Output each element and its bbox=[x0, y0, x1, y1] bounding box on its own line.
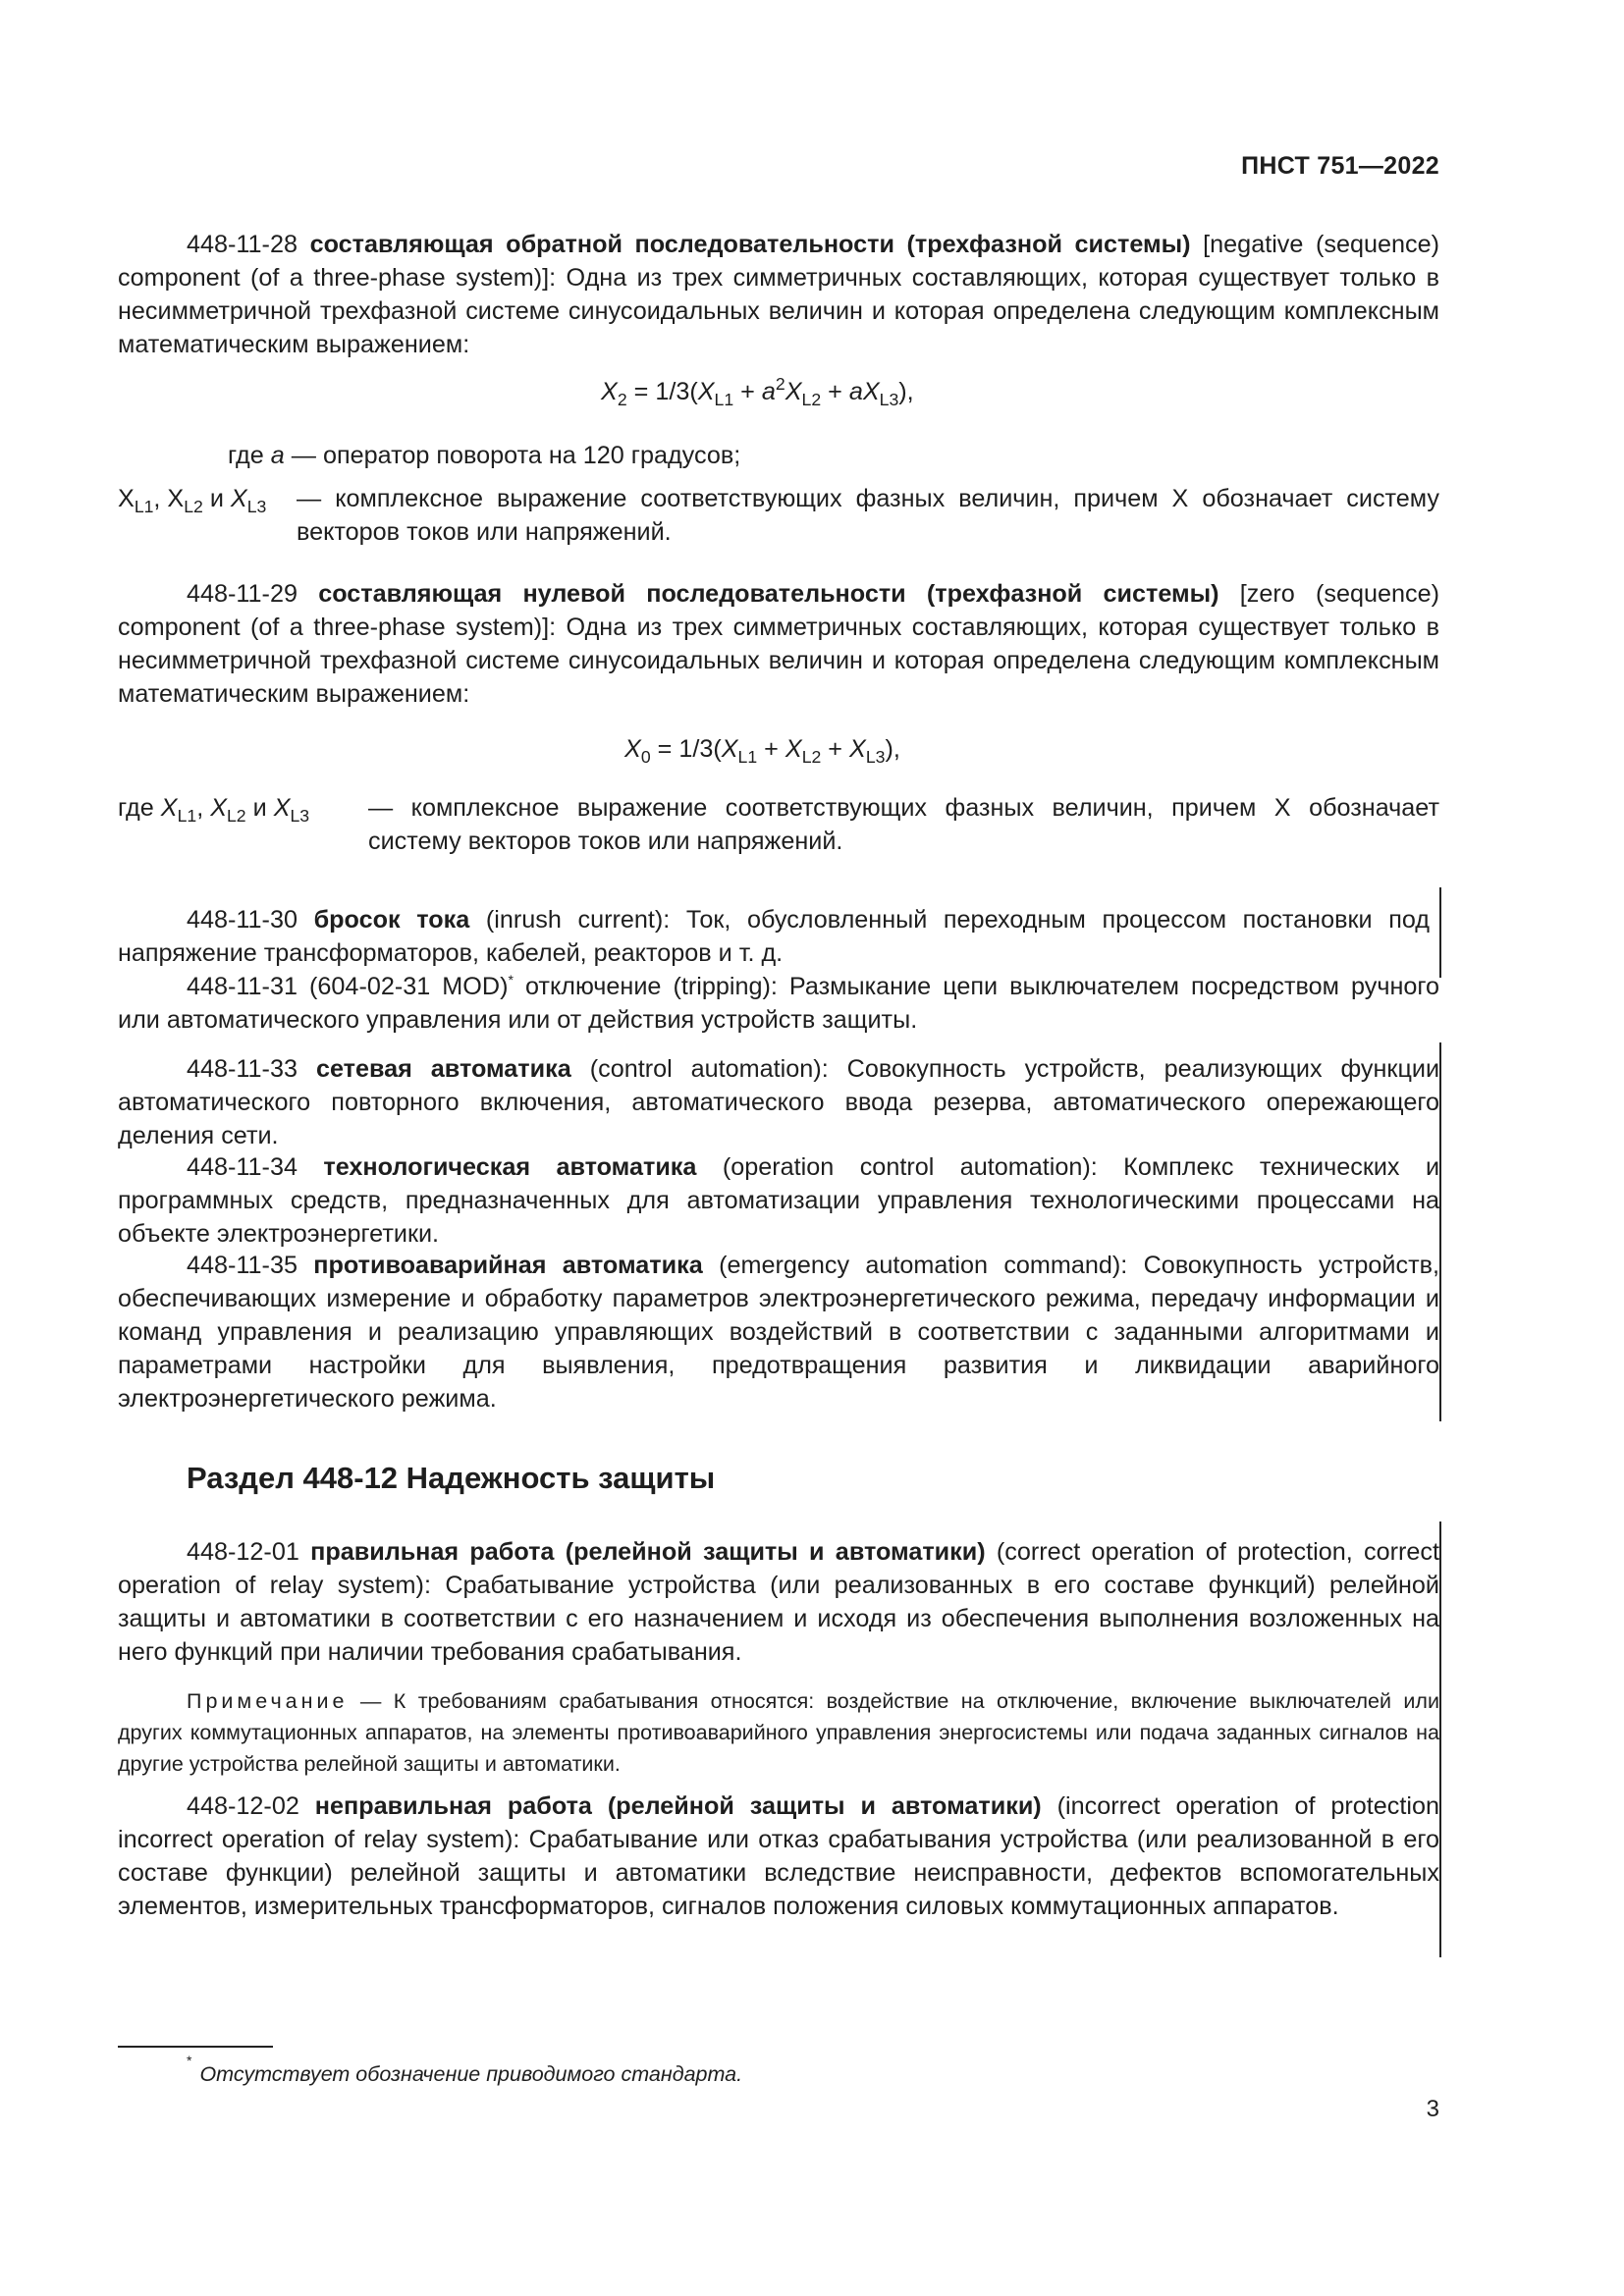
term-definition: : Одна из трех симметричных составляющих, которая существует только в несимметричной трехфазной системе синусоидальных величин и которая определена следующим комплексным математическим выражением: bbox=[118, 264, 1440, 358]
term-english: (correct operation of protection, correct operation of relay system) bbox=[118, 1538, 1440, 1599]
section-heading: Раздел 448-12 Надежность защиты bbox=[187, 1461, 716, 1495]
term-definition: : Ток, обусловленный переходным процессом постановки под напряжение трансформаторов, кабелей, реакторов и т. д. bbox=[118, 906, 1430, 967]
term-definition: : Одна из трех симметричных составляющих, которая существует только в несимметричной трехфазной системе синусоидальных величин и которая определена следующим комплексным математическим выражением: bbox=[118, 614, 1440, 708]
term-english: (emergency automation command) bbox=[719, 1252, 1121, 1279]
term-entry-448-11-31 bbox=[118, 970, 1439, 1037]
term-english: (inrush current) bbox=[485, 906, 664, 934]
term-number: 448-11-30 bbox=[187, 906, 298, 934]
term-title: составляющая нулевой последовательности (трехфазной системы) bbox=[318, 580, 1219, 608]
where-x-symbols-2: где $X_{L1}$, $X_{L2}$ и $X_{L3}$ bbox=[118, 794, 310, 826]
term-definition: : Совокупность устройств, обеспечивающих измерение и обработку параметров электроэнергетического режима, передачу информации и команд управления и реализацию управляющих воздействий в соответствии с заданными алгоритмами и параметрами настройки для выявления, предотвращения развития и ликвидации аварийного электроэнергетического режима. bbox=[118, 1252, 1439, 1413]
term-number: 448-12-02 bbox=[187, 1792, 299, 1820]
footnote bbox=[187, 2053, 743, 2087]
term-definition: : Размыкание цепи выключателем посредством ручного или автоматического управления или от действия устройств защиты. bbox=[118, 973, 1440, 1034]
term-reference: (604-02-31 MOD) bbox=[309, 973, 509, 1000]
where-x-definition: — комплексное выражение соответствующих фазных величин, причем X обозначает систему векторов токов или напряжений. bbox=[297, 485, 1439, 546]
term-entry-448-11-30 bbox=[118, 903, 1430, 970]
note-label: Примечание bbox=[187, 1689, 349, 1713]
term-definition: : Комплекс технических и программных средств, предназначенных для автоматизации управления технологическими процессами на объекте электроэнергетики. bbox=[118, 1153, 1440, 1248]
term-title: технологическая автоматика bbox=[323, 1153, 697, 1181]
formula-negative-sequence: $X_2 = 1/3(X_{L1} + a^2X_{L2} + aX_{L3})$, bbox=[601, 374, 914, 409]
term-title: отключение bbox=[524, 973, 662, 1000]
term-title: неправильная работа (релейной защиты и автоматики) bbox=[314, 1792, 1042, 1820]
change-bar bbox=[1439, 1042, 1441, 1421]
term-number: 448-11-34 bbox=[187, 1153, 298, 1181]
term-english: [negative (sequence) component (of a three-phase system)] bbox=[118, 231, 1439, 292]
page-number: 3 bbox=[1426, 2096, 1439, 2122]
note bbox=[118, 1685, 1439, 1780]
term-english: (tripping) bbox=[673, 973, 771, 1000]
term-english: [zero (sequence) component (of a three-phase system)] bbox=[118, 580, 1439, 641]
term-entry-448-11-28 bbox=[118, 228, 1439, 361]
term-definition: : Совокупность устройств, реализующих функции автоматического повторного включения, автоматического ввода резерва, автоматического опережающего деления сети. bbox=[118, 1055, 1440, 1149]
term-entry-448-12-02 bbox=[118, 1789, 1439, 1923]
where-x-definition-2: — комплексное выражение соответствующих фазных величин, причем X обозначает систему векторов токов или напряжений. bbox=[368, 794, 1439, 855]
term-english: (incorrect operation of protection incorrect operation of relay system) bbox=[118, 1792, 1439, 1853]
footnote-rule bbox=[118, 2046, 273, 2048]
term-entry-448-11-29 bbox=[118, 577, 1439, 711]
document-code: ПНСТ 751—2022 bbox=[1241, 152, 1439, 180]
term-number: 448-11-33 bbox=[187, 1055, 298, 1083]
footnote-mark: * bbox=[187, 2053, 192, 2068]
term-entry-448-11-34 bbox=[118, 1150, 1439, 1251]
term-title: правильная работа (релейной защиты и автоматики) bbox=[310, 1538, 986, 1566]
footnote-mark: * bbox=[508, 972, 514, 988]
change-bar bbox=[1439, 887, 1441, 978]
formula-zero-sequence: $X_0 = 1/3(X_{L1} + X_{L2} + X_{L3})$, bbox=[624, 735, 900, 767]
term-title: бросок тока bbox=[313, 906, 470, 934]
change-bar bbox=[1439, 1522, 1441, 1957]
where-x-symbols: $X_{L1}$, $X_{L2}$ и $X_{L3}$ bbox=[118, 485, 267, 516]
term-number: 448-11-31 bbox=[187, 973, 298, 1000]
term-title: противоаварийная автоматика bbox=[313, 1252, 703, 1279]
term-entry-448-12-01 bbox=[118, 1535, 1439, 1669]
where-a-operator: где a — оператор поворота на 120 градусов; bbox=[228, 442, 741, 469]
term-english: (operation control automation) bbox=[722, 1153, 1091, 1181]
term-definition: : Срабатывание устройства (или реализованных в его составе функций) релейной защиты и автоматики в соответствии с его назначением и исходя из обеспечения выполнения возложенных на него функций при наличии требования срабатывания. bbox=[118, 1572, 1439, 1666]
term-title: составляющая обратной последовательности (трехфазной системы) bbox=[309, 231, 1191, 258]
term-english: (control automation) bbox=[589, 1055, 822, 1083]
footnote-text: Отсутствует обозначение приводимого стандарта. bbox=[199, 2062, 743, 2087]
term-number: 448-11-29 bbox=[187, 580, 298, 608]
term-entry-448-11-33 bbox=[118, 1052, 1439, 1152]
term-definition: : Срабатывание или отказ срабатывания устройства (или реализованной в его составе функции) релейной защиты и автоматики вследствие неисправности, дефектов вспомогательных элементов, измерительных трансформаторов, сигналов положения силовых коммутационных аппаратов. bbox=[118, 1826, 1439, 1920]
term-number: 448-11-28 bbox=[187, 231, 298, 258]
term-number: 448-11-35 bbox=[187, 1252, 298, 1279]
note-text: — К требованиям срабатывания относятся: воздействие на отключение, включение выключателей или других коммутационных аппаратов, на элементы противоаварийного управления энергосистемы или подача заданных сигналов на другие устройства релейной защиты и автоматики. bbox=[118, 1689, 1439, 1776]
term-entry-448-11-35 bbox=[118, 1249, 1439, 1415]
term-title: сетевая автоматика bbox=[315, 1055, 571, 1083]
term-number: 448-12-01 bbox=[187, 1538, 299, 1566]
